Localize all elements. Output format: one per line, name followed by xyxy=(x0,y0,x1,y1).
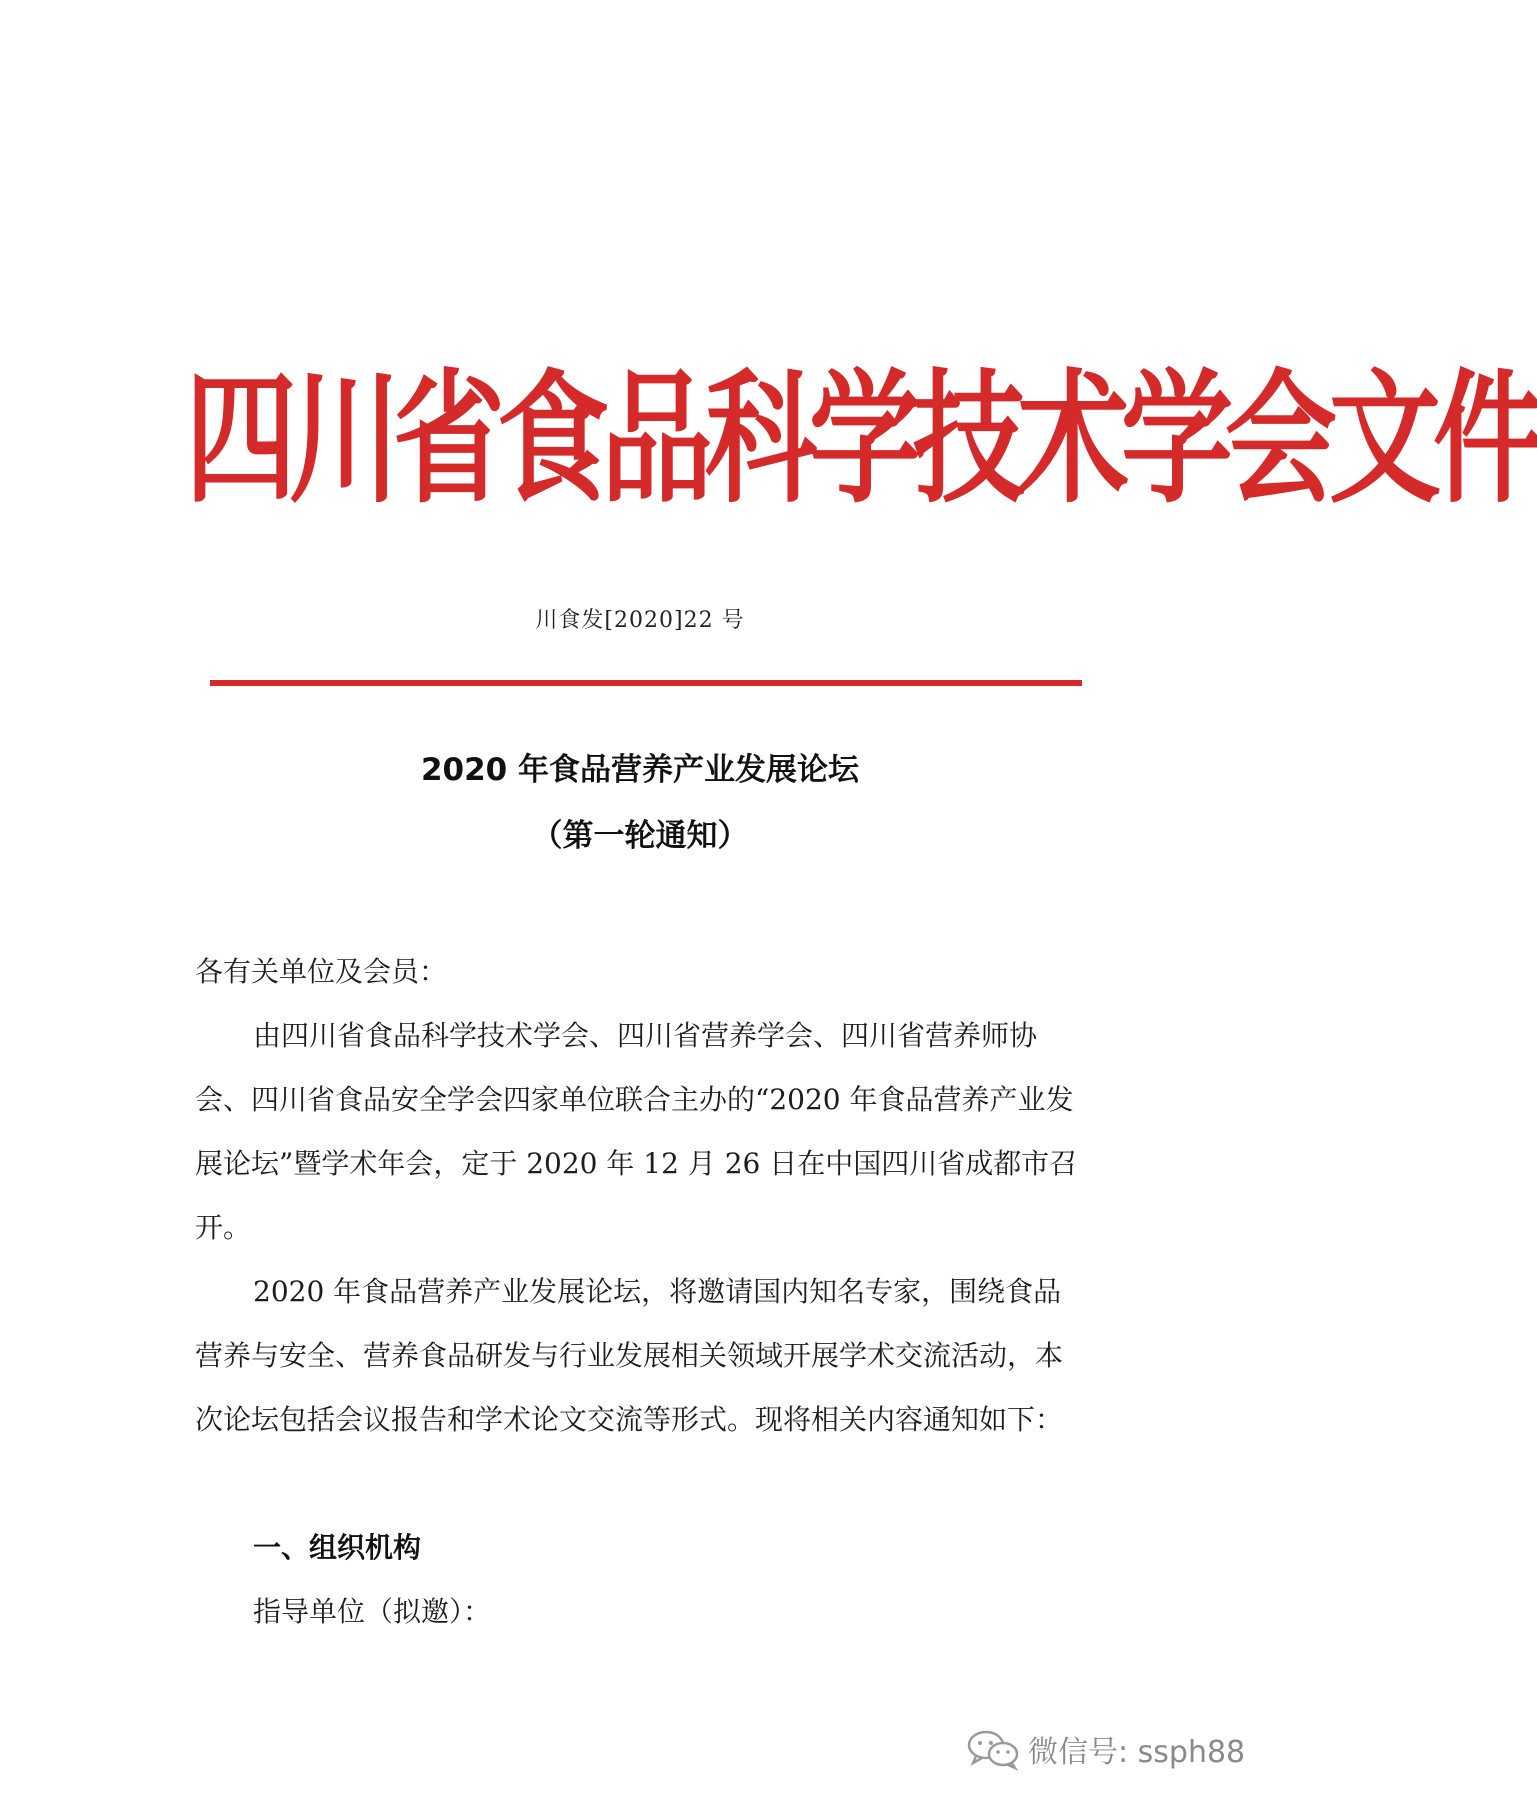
masthead-char: 川 xyxy=(289,355,393,524)
wechat-icon xyxy=(966,1729,1020,1769)
masthead-char: 省 xyxy=(393,355,497,524)
red-divider-rule xyxy=(210,680,1082,686)
masthead-char: 技 xyxy=(913,355,1017,524)
notice-title: 2020 年食品营养产业发展论坛 xyxy=(420,752,860,788)
notice-subtitle: （第一轮通知） xyxy=(531,818,749,854)
masthead-char: 科 xyxy=(705,355,809,524)
masthead-char: 会 xyxy=(1225,355,1329,524)
watermark-text: 微信号: ssph88 xyxy=(1028,1735,1246,1770)
body-paragraph-1: 由四川省食品科学技术学会、四川省营养学会、四川省营养师协会、四川省食品安全学会四家单位联合主办的“2020 年食品营养产业发展论坛”暨学术年会，定于 2020 年 12 月 26 日在中国四川省成都市召开。 xyxy=(195,1019,1078,1244)
masthead-title xyxy=(185,355,1537,524)
salutation: 各有关单位及会员： xyxy=(195,955,448,988)
masthead-char: 四 xyxy=(185,355,289,524)
masthead-char: 术 xyxy=(1017,355,1121,524)
body-paragraph-2: 2020 年食品营养产业发展论坛，将邀请国内知名专家，围绕食品营养与安全、营养食品研发与行业发展相关领域开展学术交流活动，本次论坛包括会议报告和学术论文交流等形式。现将相关内容通知如下： xyxy=(195,1275,1064,1436)
wechat-watermark xyxy=(966,1727,1245,1771)
masthead-char: 文 xyxy=(1329,355,1433,524)
masthead-char: 学 xyxy=(1121,355,1225,524)
masthead-char: 品 xyxy=(601,355,705,524)
masthead-char: 件 xyxy=(1433,355,1537,524)
document-number: 川食发[2020]22 号 xyxy=(535,608,745,633)
masthead-char: 学 xyxy=(809,355,913,524)
guiding-unit-label: 指导单位（拟邀）： xyxy=(253,1595,492,1628)
section-heading-organization: 一、组织机构 xyxy=(253,1531,422,1564)
masthead-char: 食 xyxy=(497,355,601,524)
